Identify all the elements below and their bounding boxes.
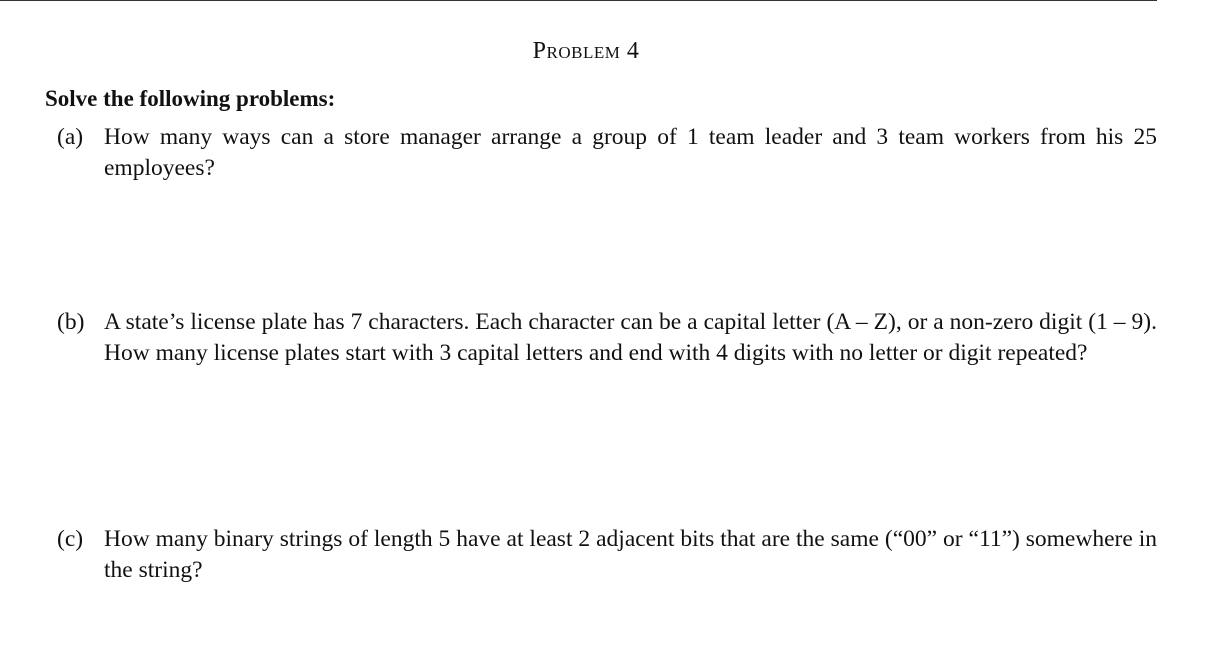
instruction-heading: Solve the following problems: [45, 86, 336, 111]
problem-item-c [57, 524, 1157, 586]
item-text: How many binary strings of length 5 have at least 2 adjacent bits that are the same (“00” or “11”) somewhere in the string? [104, 526, 1157, 583]
item-label: (b) [57, 309, 85, 335]
item-text: How many ways can a store manager arrange a group of 1 team leader and 3 team workers from his 25 employees? [104, 124, 1157, 181]
item-text: A state’s license plate has 7 characters. Each character can be a capital letter (A – Z), or a non-zero digit (1 – 9). How many license plates start with 3 capital letters and end with 4 digits with no letter or digit repeated? [104, 309, 1157, 366]
item-label: (a) [57, 124, 84, 150]
problem-item-b [57, 307, 1157, 369]
problem-item-a [57, 122, 1157, 184]
problem-title: Problem 4 [532, 38, 640, 64]
top-horizontal-rule [0, 0, 1157, 1]
item-label: (c) [57, 526, 84, 552]
